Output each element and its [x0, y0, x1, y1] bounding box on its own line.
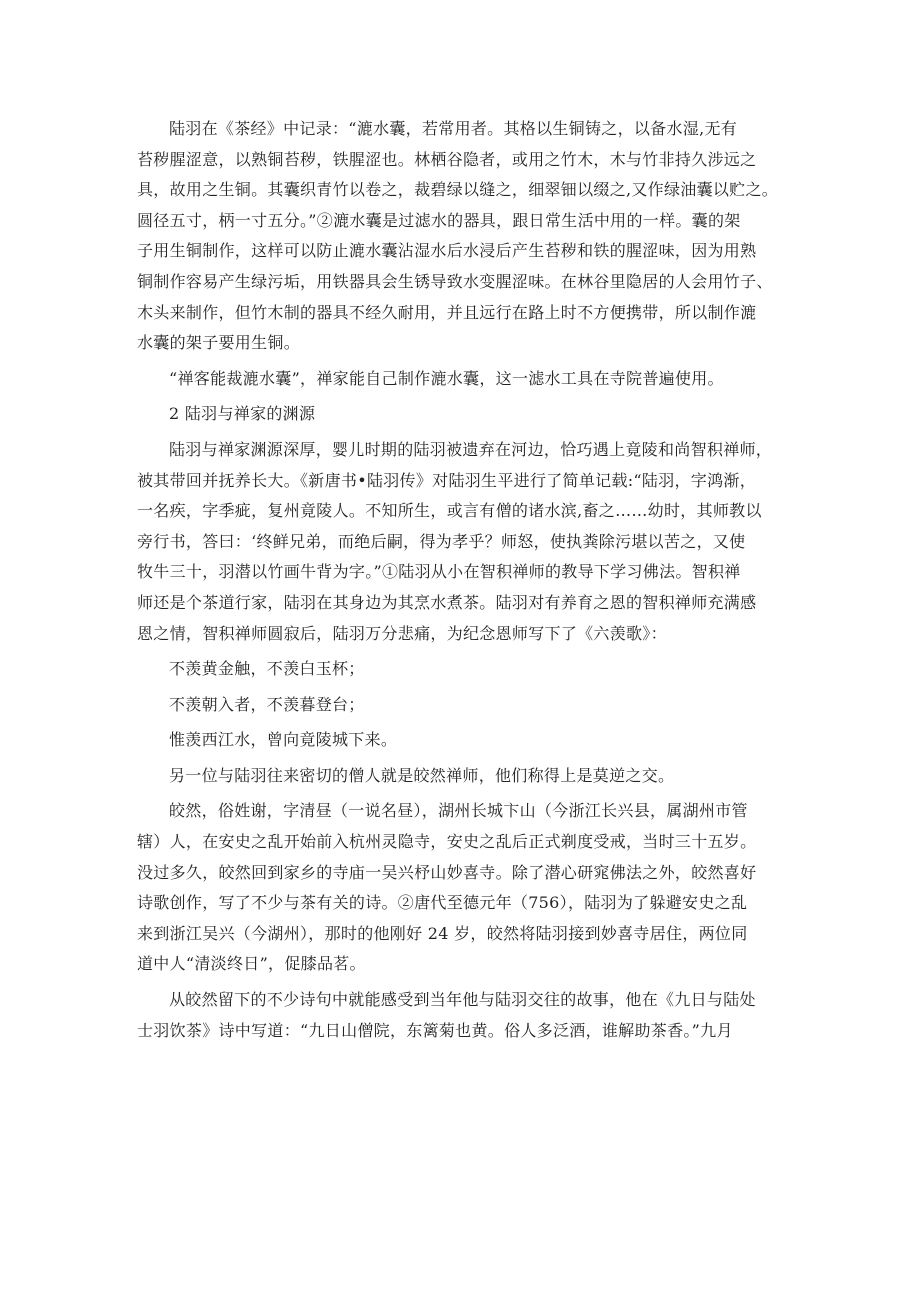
text-line: 一名疾，字季疵，复州竟陵人。不知所生，或言有僧的诸水滨,畜之……幼时，其师教以 [137, 501, 762, 521]
paragraph-jiaoran-bio [137, 796, 797, 980]
paragraph-lu-yu-origin [137, 435, 797, 649]
text-line: 惟羡西江水，曾向竟陵城下来。 [169, 730, 398, 750]
poem-line-3 [137, 725, 797, 756]
text-line: 来到浙江吴兴（今湖州），那时的他刚好 24 岁，皎然将陆羽接到妙喜寺居住，两位同 [137, 923, 748, 943]
text-line: 水囊的架子要用生铜。 [137, 333, 301, 353]
text-line: 苔秽腥涩意，以熟铜苔秽，铁腥涩也。林栖谷隐者，或用之竹木，木与竹非持久涉远之 [137, 149, 757, 169]
paragraph-jiaoran-intro [137, 761, 797, 792]
text-line: 铜制作容易产生绿污垢，用铁器具会生锈导致水变腥涩味。在林谷里隐居的人会用竹子、 [137, 271, 773, 291]
text-line: 被其带回并抚养长大。《新唐书•陆羽传》对陆羽生平进行了简单记载:“陆羽，字鸿渐， [137, 470, 757, 490]
poem-line-2 [137, 690, 797, 721]
text-line: “禅客能裁漉水囊”，禅家能自己制作漉水囊，这一滤水工具在寺院普遍使用。 [169, 368, 724, 388]
text-line: 恩之情，智积禅师圆寂后，陆羽万分悲痛，为纪念恩师写下了《六羡歌》： [137, 623, 667, 643]
text-line: 具，故用之生铜。其囊织青竹以卷之，裁碧绿以缝之，细翠钿以缀之,又作绿油囊以贮之。 [137, 180, 779, 200]
text-line: 圆径五寸，柄一寸五分。”②漉水囊是过滤水的器具，跟日常生活中用的一样。囊的架 [137, 210, 741, 230]
text-line: 旁行书，答曰：‘终鲜兄弟，而绝后嗣，得为孝乎？师怒，使执粪除污堪以苦之，又使 [137, 531, 746, 551]
text-line: 士羽饮茶》诗中写道：“九日山僧院，东篱菊也黄。俗人多泛酒，谁解助茶香。”九月 [137, 1020, 733, 1040]
section-title: 2 陆羽与禅家的渊源 [169, 404, 316, 424]
text-line: 另一位与陆羽往来密切的僧人就是皎然禅师，他们称得上是莫逆之交。 [169, 765, 675, 785]
text-line: 诗歌创作，写了不少与茶有关的诗。②唐代至德元年（756），陆羽为了躲避安史之乱 [137, 893, 748, 913]
text-line: 道中人“清淡终日”，促膝品茗。 [137, 954, 366, 974]
text-line: 师还是个茶道行家，陆羽在其身边为其烹水煮茶。陆羽对有养育之恩的智积禅师充满感 [137, 592, 757, 612]
text-line: 不羡黄金触，不羡白玉杯； [169, 659, 365, 679]
text-line: 牧牛三十，羽潜以竹画牛背为字。”①陆羽从小在智积禅师的教导下学习佛法。智积禅 [137, 562, 741, 582]
text-line: 辖）人，在安史之乱开始前入杭州灵隐寺，安史之乱后正式剃度受戒，当时三十五岁。 [137, 832, 757, 852]
text-line: 从皎然留下的不少诗句中就能感受到当年他与陆羽交往的故事，他在《九日与陆处 [169, 990, 756, 1010]
text-line: 没过多久，皎然回到家乡的寺庙一吴兴杼山妙喜寺。除了潜心研窕佛法之外，皎然喜好 [137, 862, 757, 882]
section-heading [137, 399, 797, 430]
text-line: 木头来制作，但竹木制的器具不经久耐用，并且远行在路上时不方便携带，所以制作漉 [137, 302, 757, 322]
text-line: 不羡朝入者，不羡暮登台； [169, 694, 365, 714]
text-line: 子用生铜制作，这样可以防止漉水囊沾湿水后水浸后产生苔秽和铁的腥涩味，因为用熟 [137, 241, 757, 261]
paragraph-zen-strainer [137, 364, 797, 395]
document-body [137, 114, 797, 1051]
text-line: 陆羽与禅家渊源深厚，婴儿时期的陆羽被遗弃在河边，恰巧遇上竟陵和尚智积禅师， [169, 439, 773, 459]
poem-line-1 [137, 654, 797, 685]
text-line: 陆羽在《茶经》中记录：“漉水囊，若常用者。其格以生铜铸之，以备水湿,无有 [169, 119, 738, 138]
paragraph-jiaoran-poems [137, 985, 797, 1046]
text-line: 皎然，俗姓谢，字清昼（一说名昼），湖州长城卞山（今浙江长兴县，属湖州市管 [169, 801, 748, 821]
paragraph-strainer-record [137, 114, 797, 359]
